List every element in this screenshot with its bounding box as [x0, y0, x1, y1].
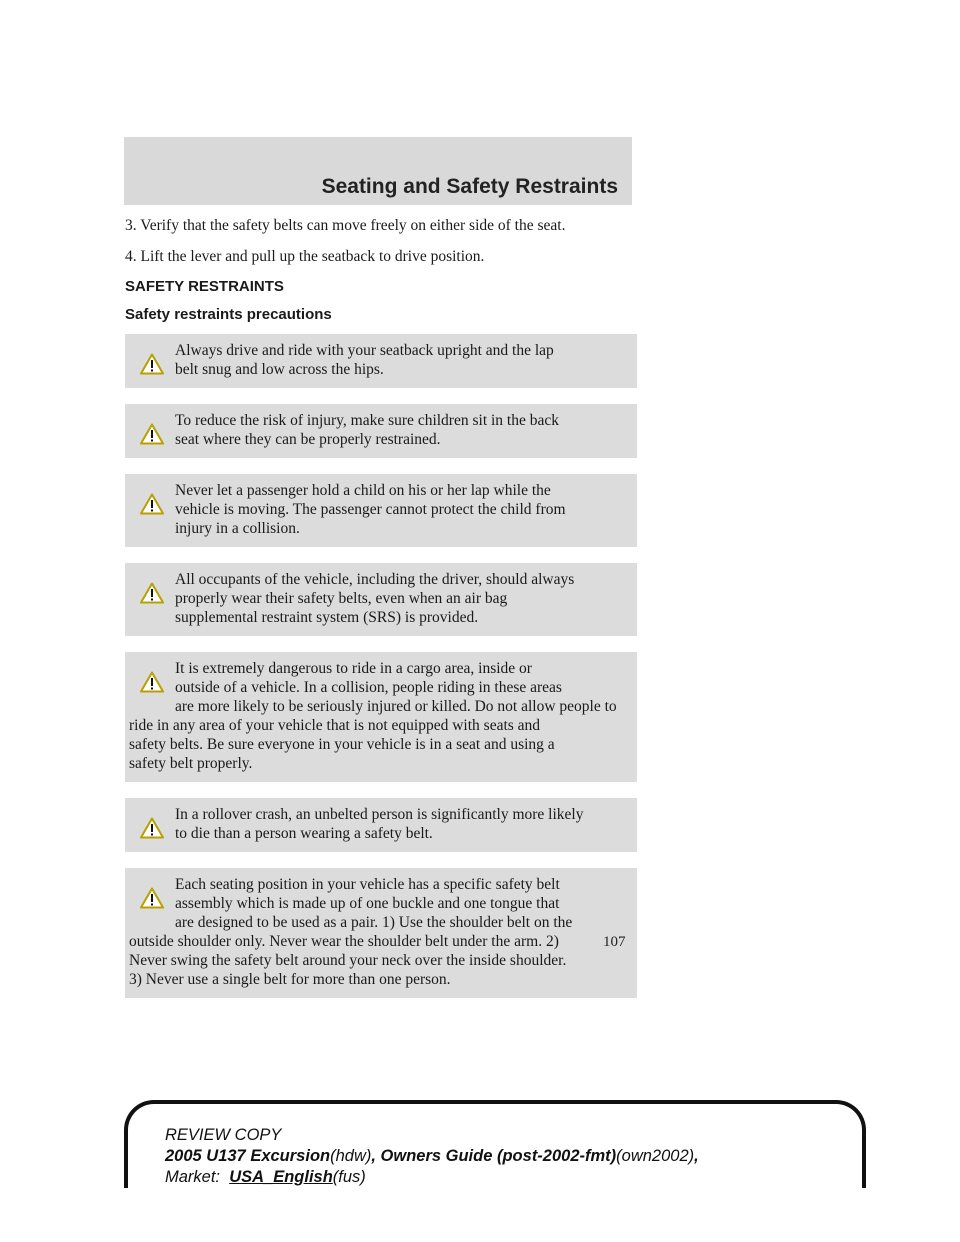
warning-line: outside of a vehicle. In a collision, people riding in these areas	[175, 679, 562, 696]
market-code: (fus)	[332, 1168, 366, 1186]
warning-triangle-icon	[129, 663, 175, 701]
review-copy-model-line	[165, 1146, 699, 1167]
page-number: 107	[603, 934, 626, 950]
warning-line: 3) Never use a single belt for more than one person.	[129, 971, 451, 988]
warning-line: are more likely to be seriously injured or killed. Do not allow people to	[175, 698, 617, 715]
warning-line: Never let a passenger hold a child on his or her lap while the	[175, 482, 551, 499]
warning-line: injury in a collision.	[175, 520, 300, 537]
warning-box	[125, 474, 637, 547]
subsection-heading: Safety restraints precautions	[125, 306, 332, 323]
warning-triangle-icon	[129, 415, 175, 453]
market-label: Market:	[165, 1168, 221, 1186]
warning-line: are designed to be used as a pair. 1) Use the shoulder belt on the	[175, 914, 573, 931]
review-copy-footer	[165, 1125, 699, 1188]
step-4: 4. Lift the lever and pull up the seatback to drive position.	[125, 248, 485, 265]
warning-list	[125, 334, 635, 998]
warning-triangle-icon	[129, 879, 175, 917]
warning-line: assembly which is made up of one buckle and one tongue that	[175, 895, 560, 912]
warning-line: safety belt properly.	[129, 755, 253, 772]
warning-line: to die than a person wearing a safety belt.	[175, 825, 433, 842]
section-heading: SAFETY RESTRAINTS	[125, 278, 284, 295]
warning-line: belt snug and low across the hips.	[175, 361, 384, 378]
step-3: 3. Verify that the safety belts can move freely on either side of the seat.	[125, 217, 566, 234]
guide-name: , Owners Guide (post-2002-fmt)	[371, 1147, 617, 1165]
guide-code: (own2002)	[616, 1147, 695, 1165]
page-content	[125, 216, 635, 1014]
warning-box	[125, 563, 637, 636]
section-title: Seating and Safety Restraints	[321, 175, 618, 198]
warning-line: It is extremely dangerous to ride in a cargo area, inside or	[175, 660, 532, 677]
warning-box	[125, 404, 637, 458]
warning-line: Never swing the safety belt around your neck over the inside shoulder.	[129, 952, 567, 969]
model-code: (hdw)	[330, 1147, 372, 1165]
warning-line: ride in any area of your vehicle that is not equipped with seats and	[129, 717, 541, 734]
warning-line: seat where they can be properly restrained.	[175, 431, 441, 448]
section-header-band	[124, 137, 632, 205]
model-name: 2005 U137 Excursion	[165, 1147, 331, 1165]
review-copy-label: REVIEW COPY	[165, 1126, 282, 1144]
warning-triangle-icon	[129, 574, 175, 612]
warning-line: In a rollover crash, an unbelted person is significantly more likely	[175, 806, 584, 823]
warning-line: Each seating position in your vehicle has a specific safety belt	[175, 876, 560, 893]
warning-box	[125, 868, 637, 998]
warning-text	[129, 411, 633, 449]
warning-text	[129, 805, 633, 843]
warning-line: Always drive and ride with your seatback upright and the lap	[175, 342, 554, 359]
warning-line: supplemental restraint system (SRS) is provided.	[175, 609, 479, 626]
warning-line: To reduce the risk of injury, make sure children sit in the back	[175, 412, 559, 429]
warning-text	[129, 570, 633, 627]
warning-box	[125, 334, 637, 388]
warning-text	[129, 341, 633, 379]
warning-triangle-icon	[129, 485, 175, 523]
warning-text	[129, 481, 633, 538]
warning-line: properly wear their safety belts, even when an air bag	[175, 590, 508, 607]
warning-box	[125, 798, 637, 852]
warning-triangle-icon	[129, 345, 175, 383]
warning-line: All occupants of the vehicle, including the driver, should always	[175, 571, 575, 588]
warning-triangle-icon	[129, 809, 175, 847]
model-line-end: ,	[694, 1147, 699, 1165]
warning-line: vehicle is moving. The passenger cannot protect the child from	[175, 501, 566, 518]
warning-box	[125, 652, 637, 782]
review-copy-market-line	[165, 1167, 699, 1188]
market-name: USA_English	[229, 1168, 333, 1186]
warning-text	[129, 875, 633, 989]
warning-line: safety belts. Be sure everyone in your vehicle is in a seat and using a	[129, 736, 555, 753]
warning-line: outside shoulder only. Never wear the shoulder belt under the arm. 2)	[129, 933, 559, 950]
warning-text	[129, 659, 633, 773]
